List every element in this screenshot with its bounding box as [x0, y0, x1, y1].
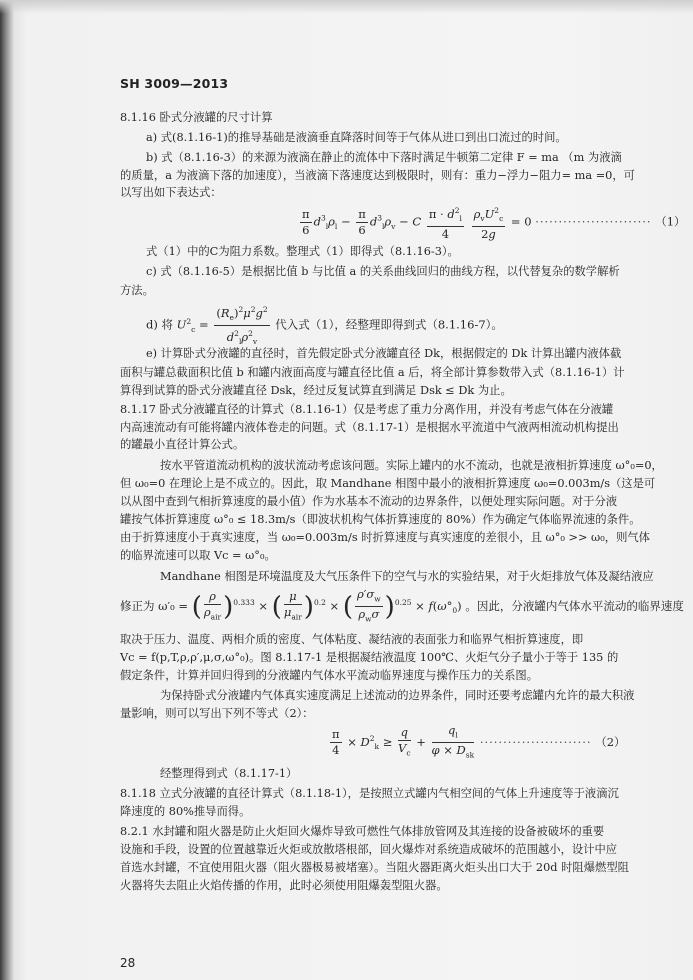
para-d-suffix: 代入式（1），经整理即得到式（8.1.16-7）。	[275, 317, 503, 332]
equation-2-number: （2）	[595, 734, 626, 749]
para-a: a) 式(8.1.16-1)的推导基础是液滴垂直降落时间等于气体从进口到出口流过的时间。	[146, 131, 567, 144]
equation-1: $\frac{\pi}{6}$ $d^3_l\rho_l$ − $\frac{\pi}{6}$ $d^3_l\rho_v - C$ $\frac{\pi \cdot d^2_l}{4}$ $\frac{\rho_vU^2_c}{2g}$ = 0 ························· （1）	[298, 203, 686, 242]
section-8-1-17-line1: 8.1.17 卧式分液罐直径的计算式（8.1.16-1）仅是考虑了重力分离作用，并没有考虑气体在分液罐	[120, 403, 614, 416]
section-8-2-1-line1: 8.2.1 水封罐和阻火器是防止火炬回火爆炸导致可燃性气体排放管网及其连接的设备被破坏的重要	[120, 825, 605, 838]
section-8-2-1-line3: 首选水封罐，不宜使用阻火器（阻火器极易被堵塞）。当阻火器距离火炬头出口大于 20d 时阻爆燃型阻	[120, 861, 629, 874]
para-s-line1: 为保持卧式分液罐内气体真实速度满足上述流动的边界条件，同时还要考虑罐内允许的最大积液	[160, 689, 635, 702]
section-8-1-18-line2: 降速度的 80%推导而得。	[120, 805, 251, 818]
section-8-2-1-line2: 设施和手段，设置的位置越靠近火炬或放散塔根部，回火爆炸对系统造成破坏的范围越小，设计中应	[120, 843, 618, 856]
para-c-line2: 方法。	[120, 284, 154, 297]
para-q-line1: 按水平管道流动机构的波状流动考虑该问题。实际上罐内的水不流动，也就是液相折算速度 ω°₀=0，	[160, 459, 663, 472]
para-q-line3: 以从图中查到气相折算速度的最小值）作为水基本不流动的边界条件，以便处理实际问题。对于分液	[120, 495, 618, 508]
page-number: 28	[120, 956, 136, 970]
section-8-1-16-title: 8.1.16 卧式分液罐的尺寸计算	[120, 111, 273, 124]
para-e-line3: 算得到试算的卧式分液罐直径 Dsk，经过反复试算直到满足 Dsk ≤ Dk 为止。	[120, 384, 512, 397]
section-8-1-18-line1: 8.1.18 立式分液罐的直径计算式（8.1.18-1），是按照立式罐内气相空间的气体上升速度等于液滴沉	[120, 787, 619, 800]
para-e-line2: 面积与罐总截面积比值 b 和罐内液面高度与罐直径比值 a 后，将全部计算参数带入式（8.1.16-1）计	[120, 366, 625, 379]
para-b-line1: b) 式（8.1.16-3）的来源为液滴在静止的流体中下落时满足牛顿第二定律 F = ma （m 为液滴	[146, 151, 622, 164]
para-d: d) 将 $U^2_c$ = $\frac{(R_e)^2\mu^2g^2}{d^2_l\rho^2_v}$ 代入式（1），经整理即得到式（8.1.16-7）。	[146, 302, 503, 349]
para-c-intro: 式（1）中的C为阻力系数。整理式（1）即得式（8.1.16-3）。	[146, 245, 459, 258]
para-q-line6: 的临界流速可以取 Vc = ω°₀。	[120, 549, 276, 562]
para-q-line4: 罐按气体折算速度 ω°₀ ≤ 18.3m/s（即波状机构气体折算速度的 80%）作为确定气体临界流速的条件。	[120, 513, 641, 526]
section-8-1-17-line2: 内高速流动有可能将罐内液体卷走的问题。式（8.1.17-1）是根据水平流道中气液两相流动机构提出	[120, 421, 619, 434]
para-t: 经整理得到式（8.1.17-1）	[160, 767, 298, 780]
para-c-line1: c) 式（8.1.16-5）是根据比值 b 与比值 a 的关系曲线回归的曲线方程，以代替复杂的数学解析	[146, 265, 620, 278]
para-b-line2: 的质量，a 为液滴下落的加速度），当液滴下落速度达到极限时，则有：重力−浮力−阻力= ma =0，可	[120, 169, 635, 182]
para-r-line3: 取决于压力、温度、两相介质的密度、气体粘度、凝结液的表面张力和临界气相折算速度，即	[120, 633, 584, 646]
para-q-line5: 由于折算速度小于真实速度，当 ω₀=0.003m/s 时折算速度与真实速度的差很小，且 ω°₀ >> ω₀，则气体	[120, 531, 650, 544]
para-r-line5: 假定条件，计算并回归得到的分液罐内气体水平流动临界速度与操作压力的关系图。	[120, 669, 538, 682]
section-8-2-1-line4: 火器将失去阻止火焰传播的作用，此时必须使用阻爆轰型阻火器。	[120, 879, 448, 892]
para-s-line2: 量影响，则可以写出下列不等式（2）：	[120, 707, 314, 720]
para-r-line1: Mandhane 相图是环境温度及大气压条件下的空气与水的实验结果，对于火炬排放气体及凝结液应	[160, 570, 654, 583]
correction-prefix: 修正为 ω′₀ =	[120, 598, 189, 613]
correction-formula: 修正为 ω′₀ = ( $\frac{\rho}{\rho_{air}}$ )$^{0.333}$ × ( $\frac{\mu}{\mu_{air}}$ )$^{0.2}$ × ( $\frac{\rho'\sigma_w}{\rho_w\sigma}$ )$^{0.25} \times f(\omega^\circ_0)$ 。因此，分液罐内气体水平流动的临界速度	[120, 587, 684, 624]
equation-1-number: （1）	[655, 214, 686, 229]
standard-header: SH 3009—2013	[120, 76, 229, 91]
para-d-prefix: d) 将	[146, 317, 174, 332]
para-r-line4: Vc = f(p,T,ρ,ρ′,μ,σ,ω°₀)。图 8.1.17-1 是根据凝结液温度 100℃、火炬气分子量小于等于 135 的	[120, 651, 619, 664]
scan-shadow	[0, 0, 693, 14]
para-q-line2: 但 ω₀=0 在理论上是不成立的。因此，取 Mandhane 相图中最小的液相折算速度 ω₀=0.003m/s（这是可	[120, 477, 656, 490]
correction-suffix: 。因此，分液罐内气体水平流动的临界速度	[465, 598, 684, 613]
section-8-1-17-line3: 的罐最小直径计算公式。	[120, 438, 245, 451]
equation-2: $\frac{\pi}{4}$ × $D^2_k$ ≥ $\frac{q}{V_c}$ + $\frac{q_l}{\varphi \times D_{sk}}$ ························ （2）	[332, 723, 626, 760]
para-e-line1: e) 计算卧式分液罐的直径时，首先假定卧式分液罐直径 Dk，根据假定的 Dk 计算出罐内液体截	[146, 347, 622, 360]
para-b-line3: 以写出如下表达式：	[120, 186, 222, 199]
